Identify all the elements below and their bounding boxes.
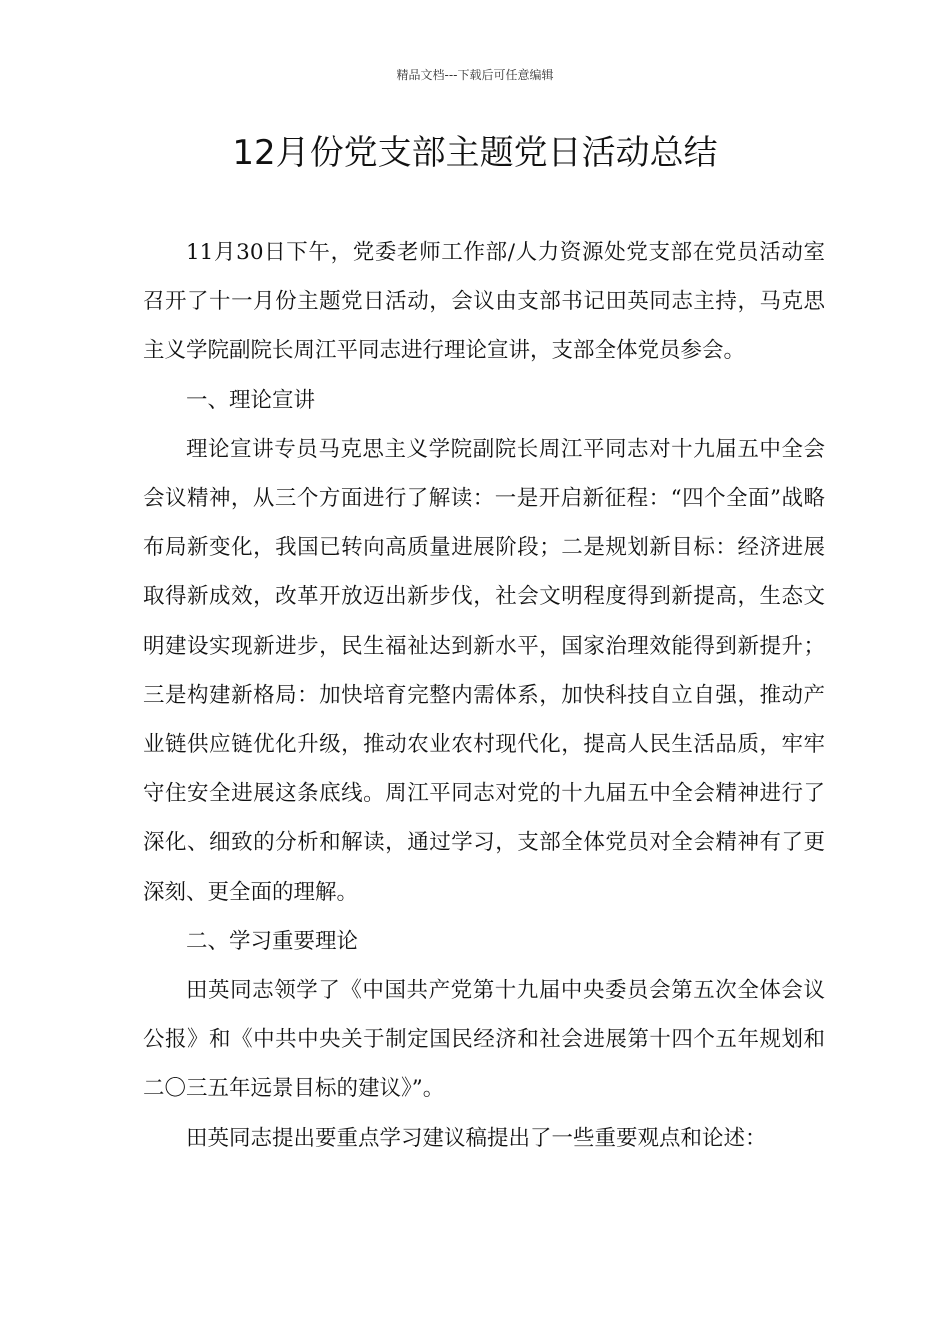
header-note: 精品文档---下载后可任意编辑 xyxy=(396,68,554,82)
paragraph-intro: 11月30日下午，党委老师工作部/人力资源处党支部在党员活动室召开了十一月份主题党日活动，会议由支部书记田英同志主持，马克思主义学院副院长周江平同志进行理论宣讲，支部全体党员参会。 xyxy=(143,240,825,364)
paragraph-theory: 理论宣讲专员马克思主义学院副院长周江平同志对十九届五中全会会议精神，从三个方面进行了解读：一是开启新征程：“四个全面”战略布局新变化，我国已转向高质量进展阶段；二是规划新目标：经济进展取得新成效，改革开放迈出新步伐，社会文明程度得到新提高，生态文明建设实现新进步，民生福祉达到新水平，国家治理效能得到新提升；三是构建新格局：加快培育完整内需体系，加快科技自立自强，推动产业链供应链优化升级，推动农业农村现代化，提高人民生活品质，牢牢守住安全进展这条底线。周江平同志对党的十九届五中全会精神进行了深化、细致的分析和解读，通过学习，支部全体党员对全会精神有了更深刻、更全面的理解。 xyxy=(143,436,825,905)
section-heading-2: 二、学习重要理论 xyxy=(186,928,359,954)
document-body xyxy=(143,228,825,1163)
page-title: 12月份党支部主题党日活动总结 xyxy=(232,133,718,173)
paragraph-study: 田英同志领学了《中国共产党第十九届中央委员会第五次全体会议公报》和《中共中央关于制定国民经济和社会进展第十四个五年规划和二〇三五年远景目标的建议》”。 xyxy=(143,978,825,1102)
paragraph-key-points: 田英同志提出要重点学习建议稿提出了一些重要观点和论述： xyxy=(186,1125,767,1151)
section-heading-1: 一、理论宣讲 xyxy=(186,387,316,413)
